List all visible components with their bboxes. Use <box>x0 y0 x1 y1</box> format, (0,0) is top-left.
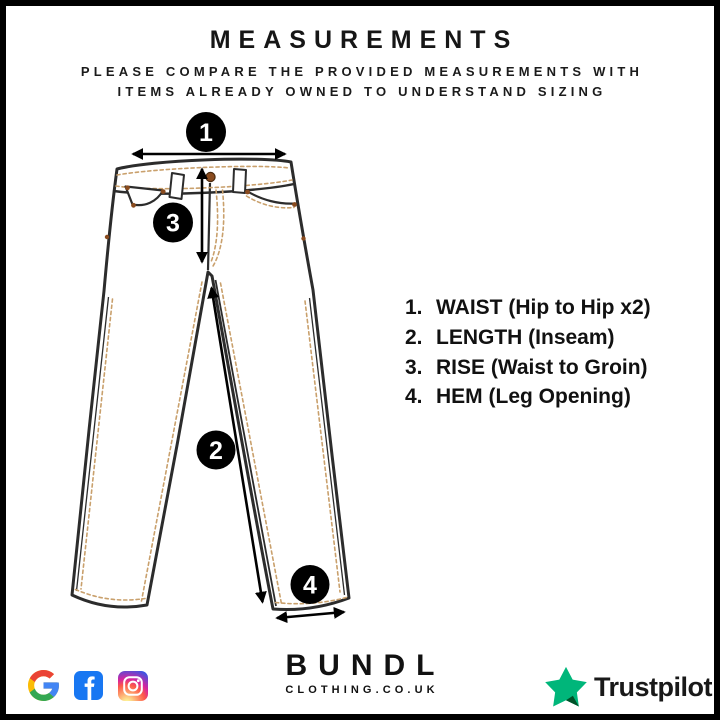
hem-arrow <box>277 612 344 618</box>
callout-length-number: 2 <box>209 437 223 465</box>
brand-domain: CLOTHING.CO.UK <box>285 684 439 696</box>
legend-number: 1. <box>405 296 423 319</box>
legend-item-rise <box>405 353 651 383</box>
subtitle-line-2: ITEMS ALREADY OWNED TO UNDERSTAND SIZING <box>117 83 607 99</box>
callout-length <box>197 431 236 470</box>
legend-number: 2. <box>405 325 423 349</box>
subtitle-line-1: PLEASE COMPARE THE PROVIDED MEASUREMENTS WITH <box>80 63 644 79</box>
legend-number: 4. <box>405 385 423 409</box>
trustpilot-star-icon <box>544 666 588 708</box>
legend-item-hem <box>405 382 651 412</box>
legend-label: HEM (Leg Opening) <box>436 385 631 409</box>
legend-label: WAIST (Hip to Hip x2) <box>436 296 651 319</box>
belt-loop-left <box>170 173 185 199</box>
callout-rise-number: 3 <box>166 209 180 238</box>
legend-item-waist <box>405 293 651 323</box>
trustpilot-logo <box>544 666 712 708</box>
legend-label: RISE (Waist to Groin) <box>436 355 648 379</box>
legend-number: 3. <box>405 355 423 379</box>
jeans-drawing <box>72 159 349 609</box>
jeans-silhouette <box>72 159 349 609</box>
callout-hem <box>291 565 330 604</box>
legend-label: LENGTH (Inseam) <box>436 325 615 349</box>
legend-item-length <box>405 323 651 353</box>
page-title: MEASUREMENTS <box>209 26 519 54</box>
trustpilot-label: Trustpilot <box>594 671 712 702</box>
legend <box>405 293 651 412</box>
callout-hem-number: 4 <box>303 571 317 600</box>
belt-loop-right <box>233 169 246 193</box>
callout-rise <box>153 203 193 243</box>
callout-waist <box>186 112 226 152</box>
callout-waist-number: 1 <box>199 119 213 147</box>
brand-name: BUNDL <box>285 649 446 682</box>
waist-button <box>206 172 215 181</box>
